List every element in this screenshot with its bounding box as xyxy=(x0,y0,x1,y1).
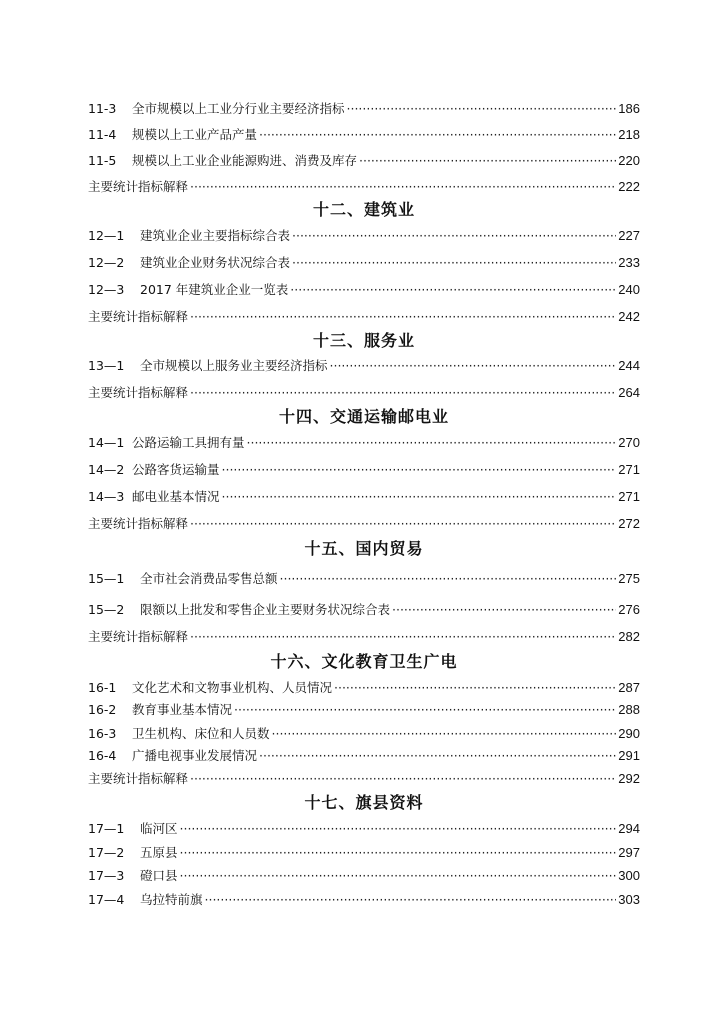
entry-title: 主要统计指标解释 xyxy=(88,629,189,644)
toc-entry[interactable] xyxy=(88,844,640,861)
toc-entry-glossary[interactable] xyxy=(88,515,640,532)
dot-leader xyxy=(234,701,616,718)
dot-leader xyxy=(190,308,616,325)
entry-number: 14—1 xyxy=(88,435,125,450)
entry-page: 242 xyxy=(618,309,640,324)
entry-title: 规模以上工业产品产量 xyxy=(132,127,258,142)
section-heading: 十四、交通运输邮电业 xyxy=(278,407,449,426)
entry-title: 限额以上批发和零售企业主要财务状况综合表 xyxy=(140,602,391,617)
dot-leader xyxy=(334,679,616,696)
entry-title: 文化艺术和文物事业机构、人员情况 xyxy=(132,680,333,695)
entry-title: 邮电业基本情况 xyxy=(132,489,220,504)
entry-page: 186 xyxy=(618,101,640,116)
dot-leader xyxy=(190,770,616,787)
dot-leader xyxy=(272,725,617,742)
entry-title: 主要统计指标解释 xyxy=(88,309,189,324)
entry-title: 2017 年建筑业企业一览表 xyxy=(140,282,289,297)
dot-leader xyxy=(247,434,617,451)
entry-title: 全市规模以上工业分行业主要经济指标 xyxy=(132,101,345,116)
toc-entry-glossary[interactable] xyxy=(88,770,640,787)
toc-entry[interactable] xyxy=(88,570,640,587)
entry-number: 17—1 xyxy=(88,821,125,836)
entry-page: 292 xyxy=(618,771,640,786)
dot-leader xyxy=(222,461,617,478)
toc-entry[interactable] xyxy=(88,747,640,764)
toc-entry[interactable] xyxy=(88,100,640,117)
toc-entry[interactable] xyxy=(88,227,640,244)
entry-number: 17—3 xyxy=(88,868,125,883)
entry-page: 303 xyxy=(618,892,640,907)
section-heading: 十三、服务业 xyxy=(312,331,415,350)
entry-title: 磴口县 xyxy=(140,868,178,883)
entry-page: 272 xyxy=(618,516,640,531)
dot-leader xyxy=(259,126,616,143)
entry-title: 主要统计指标解释 xyxy=(88,771,189,786)
entry-page: 220 xyxy=(618,153,640,168)
entry-page: 290 xyxy=(618,726,640,741)
dot-leader xyxy=(190,178,616,195)
entry-page: 270 xyxy=(618,435,640,450)
entry-title: 临河区 xyxy=(140,821,178,836)
toc-entry[interactable] xyxy=(88,601,640,618)
entry-number: 13—1 xyxy=(88,358,125,373)
dot-leader xyxy=(330,357,617,374)
entry-number: 14—3 xyxy=(88,489,125,504)
entry-title: 全市社会消费品零售总额 xyxy=(140,571,278,586)
dot-leader xyxy=(222,488,617,505)
entry-number: 14—2 xyxy=(88,462,125,477)
entry-title: 主要统计指标解释 xyxy=(88,385,189,400)
entry-number: 11-5 xyxy=(88,153,117,168)
toc-entry[interactable] xyxy=(88,701,640,718)
toc-entry[interactable] xyxy=(88,891,640,908)
entry-title: 广播电视事业发展情况 xyxy=(132,748,258,763)
section-heading: 十五、国内贸易 xyxy=(304,539,424,558)
entry-number: 16-1 xyxy=(88,680,117,695)
table-of-contents xyxy=(88,100,640,908)
dot-leader xyxy=(190,384,616,401)
dot-leader xyxy=(180,820,617,837)
dot-leader xyxy=(292,227,616,244)
dot-leader xyxy=(205,891,617,908)
entry-number: 15—2 xyxy=(88,602,125,617)
entry-number: 12—1 xyxy=(88,228,125,243)
entry-number: 17—4 xyxy=(88,892,125,907)
toc-entry-glossary[interactable] xyxy=(88,628,640,645)
toc-entry[interactable] xyxy=(88,725,640,742)
dot-leader xyxy=(259,747,616,764)
toc-entry[interactable] xyxy=(88,434,640,451)
toc-entry[interactable] xyxy=(88,461,640,478)
dot-leader xyxy=(190,628,616,645)
entry-number: 11-3 xyxy=(88,101,117,116)
entry-page: 227 xyxy=(618,228,640,243)
entry-number: 16-2 xyxy=(88,702,117,717)
entry-page: 218 xyxy=(618,127,640,142)
entry-title: 乌拉特前旗 xyxy=(140,892,203,907)
entry-title: 主要统计指标解释 xyxy=(88,516,189,531)
entry-page: 244 xyxy=(618,358,640,373)
entry-title: 公路运输工具拥有量 xyxy=(132,435,245,450)
toc-entry-glossary[interactable] xyxy=(88,308,640,325)
entry-page: 287 xyxy=(618,680,640,695)
entry-page: 264 xyxy=(618,385,640,400)
dot-leader xyxy=(190,515,616,532)
entry-page: 291 xyxy=(618,748,640,763)
dot-leader xyxy=(292,254,616,271)
toc-entry[interactable] xyxy=(88,820,640,837)
entry-title: 公路客货运输量 xyxy=(132,462,220,477)
entry-title: 卫生机构、床位和人员数 xyxy=(132,726,270,741)
entry-page: 271 xyxy=(618,462,640,477)
dot-leader xyxy=(280,570,617,587)
entry-number: 16-3 xyxy=(88,726,117,741)
entry-page: 275 xyxy=(618,571,640,586)
toc-entry[interactable] xyxy=(88,152,640,169)
entry-title: 教育事业基本情况 xyxy=(132,702,233,717)
toc-entry[interactable] xyxy=(88,488,640,505)
entry-number: 11-4 xyxy=(88,127,117,142)
toc-entry[interactable] xyxy=(88,254,640,271)
toc-entry-glossary[interactable] xyxy=(88,384,640,401)
entry-page: 297 xyxy=(618,845,640,860)
entry-number: 15—1 xyxy=(88,571,125,586)
dot-leader xyxy=(392,601,616,618)
toc-entry[interactable] xyxy=(88,281,640,298)
entry-number: 12—3 xyxy=(88,282,125,297)
entry-title: 五原县 xyxy=(140,845,178,860)
entry-page: 276 xyxy=(618,602,640,617)
entry-page: 300 xyxy=(618,868,640,883)
entry-number: 17—2 xyxy=(88,845,125,860)
section-heading: 十二、建筑业 xyxy=(312,200,415,219)
entry-title: 建筑业企业主要指标综合表 xyxy=(140,228,291,243)
entry-number: 16-4 xyxy=(88,748,117,763)
dot-leader xyxy=(180,867,617,884)
dot-leader xyxy=(359,152,616,169)
entry-page: 282 xyxy=(618,629,640,644)
dot-leader xyxy=(290,281,616,298)
toc-entry[interactable] xyxy=(88,126,640,143)
toc-entry-glossary[interactable] xyxy=(88,178,640,195)
section-heading: 十六、文化教育卫生广电 xyxy=(270,652,458,671)
entry-title: 全市规模以上服务业主要经济指标 xyxy=(140,358,328,373)
section-heading: 十七、旗县资料 xyxy=(304,793,424,812)
entry-page: 294 xyxy=(618,821,640,836)
entry-title: 规模以上工业企业能源购进、消费及库存 xyxy=(132,153,358,168)
entry-page: 288 xyxy=(618,702,640,717)
entry-page: 271 xyxy=(618,489,640,504)
toc-entry[interactable] xyxy=(88,867,640,884)
entry-page: 233 xyxy=(618,255,640,270)
entry-page: 240 xyxy=(618,282,640,297)
toc-entry[interactable] xyxy=(88,679,640,696)
dot-leader xyxy=(180,844,617,861)
entry-title: 主要统计指标解释 xyxy=(88,179,189,194)
entry-page: 222 xyxy=(618,179,640,194)
toc-entry[interactable] xyxy=(88,357,640,374)
entry-title: 建筑业企业财务状况综合表 xyxy=(140,255,291,270)
dot-leader xyxy=(347,100,617,117)
entry-number: 12—2 xyxy=(88,255,125,270)
